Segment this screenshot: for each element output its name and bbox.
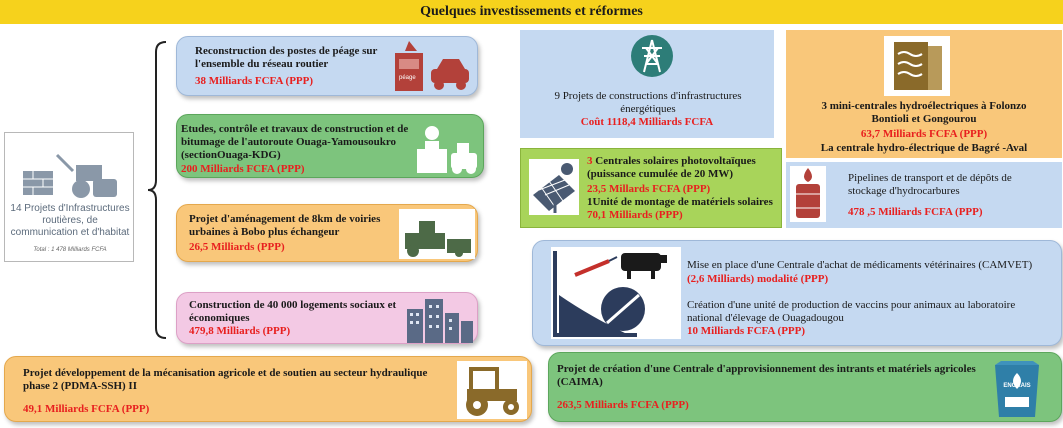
project-mecanisation-amount: 49,1 Milliards FCFA (PPP) <box>23 403 150 415</box>
project-peage-amount: 38 Milliards FCFA (PPP) <box>195 75 314 87</box>
project-energie-text: 9 Projets de constructions d'infrastructures énergétiques <box>554 90 742 115</box>
project-solaire-line1-text: Centrales solaires photovoltaïques (puissance cumulée de 20 MW) <box>587 155 756 180</box>
project-card-peage <box>176 36 478 96</box>
toll-sign-label: péage <box>399 75 416 81</box>
project-card-solaire <box>520 148 782 228</box>
project-hydro-line1: 3 mini-centrales hydroélectriques à Folonzo <box>821 100 1027 112</box>
project-card-hydro <box>786 30 1062 158</box>
project-energie-amount: Coût 1118,4 Milliards FCFA <box>580 116 714 128</box>
project-autoroute-amount: 200 Milliards FCFA (PPP) <box>181 163 305 175</box>
project-card-camvet <box>532 240 1062 346</box>
project-camvet-amount2: 10 Milliards FCFA (PPP) <box>687 325 806 337</box>
project-card-logements <box>176 292 478 344</box>
project-hydro-line2: Bontioli et Gongourou <box>871 113 977 125</box>
project-card-voiries <box>176 204 478 262</box>
infrastructure-summary-box <box>4 132 134 262</box>
project-solaire-amount2: 70,1 Milliards (PPP) <box>587 209 683 221</box>
project-hydro-line3: La centrale hydro-électrique de Bagré -Aval <box>820 142 1028 154</box>
project-logements-amount: 479,8 Milliards (PPP) <box>189 325 291 337</box>
project-autoroute-text: Etudes, contrôle et travaux de construction et de bitumage de l'autoroute Ouaga-Yamousoukro (sectionOuaga-KDG) <box>181 123 409 161</box>
project-caima-amount: 263,5 Milliards FCFA (PPP) <box>557 399 689 411</box>
infrastructure-summary-total: Total : 1 478 Milliards FCFA <box>33 247 107 253</box>
project-card-pipelines <box>786 162 1062 228</box>
veterinary-medicine-icon <box>551 247 681 339</box>
project-pipelines-amount: 478 ,5 Milliards FCFA (PPP) <box>848 206 983 218</box>
infrastructure-summary-title: 14 Projets d'Infrastructures routières, de communication et d'habitat <box>10 203 130 238</box>
oil-barrel-icon <box>790 166 826 222</box>
project-card-caima <box>548 352 1062 422</box>
road-works-icon <box>399 209 475 259</box>
project-pipelines-text: Pipelines de transport et de dépôts de stockage d'hydrocarbures <box>848 172 1012 197</box>
construction-worker-icon <box>415 119 481 175</box>
project-card-mecanisation <box>4 356 532 422</box>
page-title: Quelques investissements et réformes <box>0 0 1063 24</box>
fertilizer-bag-icon <box>991 359 1043 419</box>
road-roller-icon <box>21 153 121 199</box>
project-mecanisation-text: Projet développement de la mécanisation agricole et de soutien au secteur hydraulique phase 2 (PDMA-SSH) II <box>23 367 428 392</box>
toll-booth-icon <box>391 39 475 95</box>
project-peage-text: Reconstruction des postes de péage sur l'ensemble du réseau routier <box>195 45 378 70</box>
project-card-autoroute <box>176 114 484 178</box>
fertilizer-bag-label: ENGRAIS <box>1003 383 1031 389</box>
project-camvet-text2: Création d'une unité de production de vaccins pour animaux au laboratoire national d'élevage de Ouagadougou <box>687 299 1016 324</box>
tractor-icon <box>457 361 527 419</box>
power-pylon-icon <box>630 34 674 78</box>
project-camvet-amount1: (2,6 Milliards) modalité (PPP) <box>687 273 829 285</box>
housing-buildings-icon <box>405 295 475 343</box>
hydro-dam-icon <box>884 36 950 96</box>
project-camvet-text1: Mise en place d'une Centrale d'achat de médicaments vétérinaires (CAMVET) <box>687 259 1033 271</box>
project-solaire-line2: 1Unité de montage de matériels solaires <box>587 196 773 208</box>
project-logements-text: Construction de 40 000 logements sociaux et économiques <box>189 299 397 324</box>
project-solaire-count: 3 <box>587 155 593 167</box>
project-caima-text: Projet de création d'une Centrale d'approvisionnement des intrants et matériels agricoles (CAIMA) <box>557 363 976 388</box>
project-voiries-amount: 26,5 Milliards (PPP) <box>189 241 285 253</box>
project-card-energie <box>520 30 774 138</box>
project-solaire-line1 <box>587 155 779 181</box>
grouping-brace <box>146 40 170 340</box>
project-voiries-text: Projet d'aménagement de 8km de voiries urbaines à Bobo plus échangeur <box>189 213 381 238</box>
solar-panel-icon <box>529 159 579 215</box>
project-hydro-amount: 63,7 Milliards FCFA (PPP) <box>860 128 988 140</box>
project-solaire-amount1: 23,5 Millards FCFA (PPP) <box>587 183 711 195</box>
